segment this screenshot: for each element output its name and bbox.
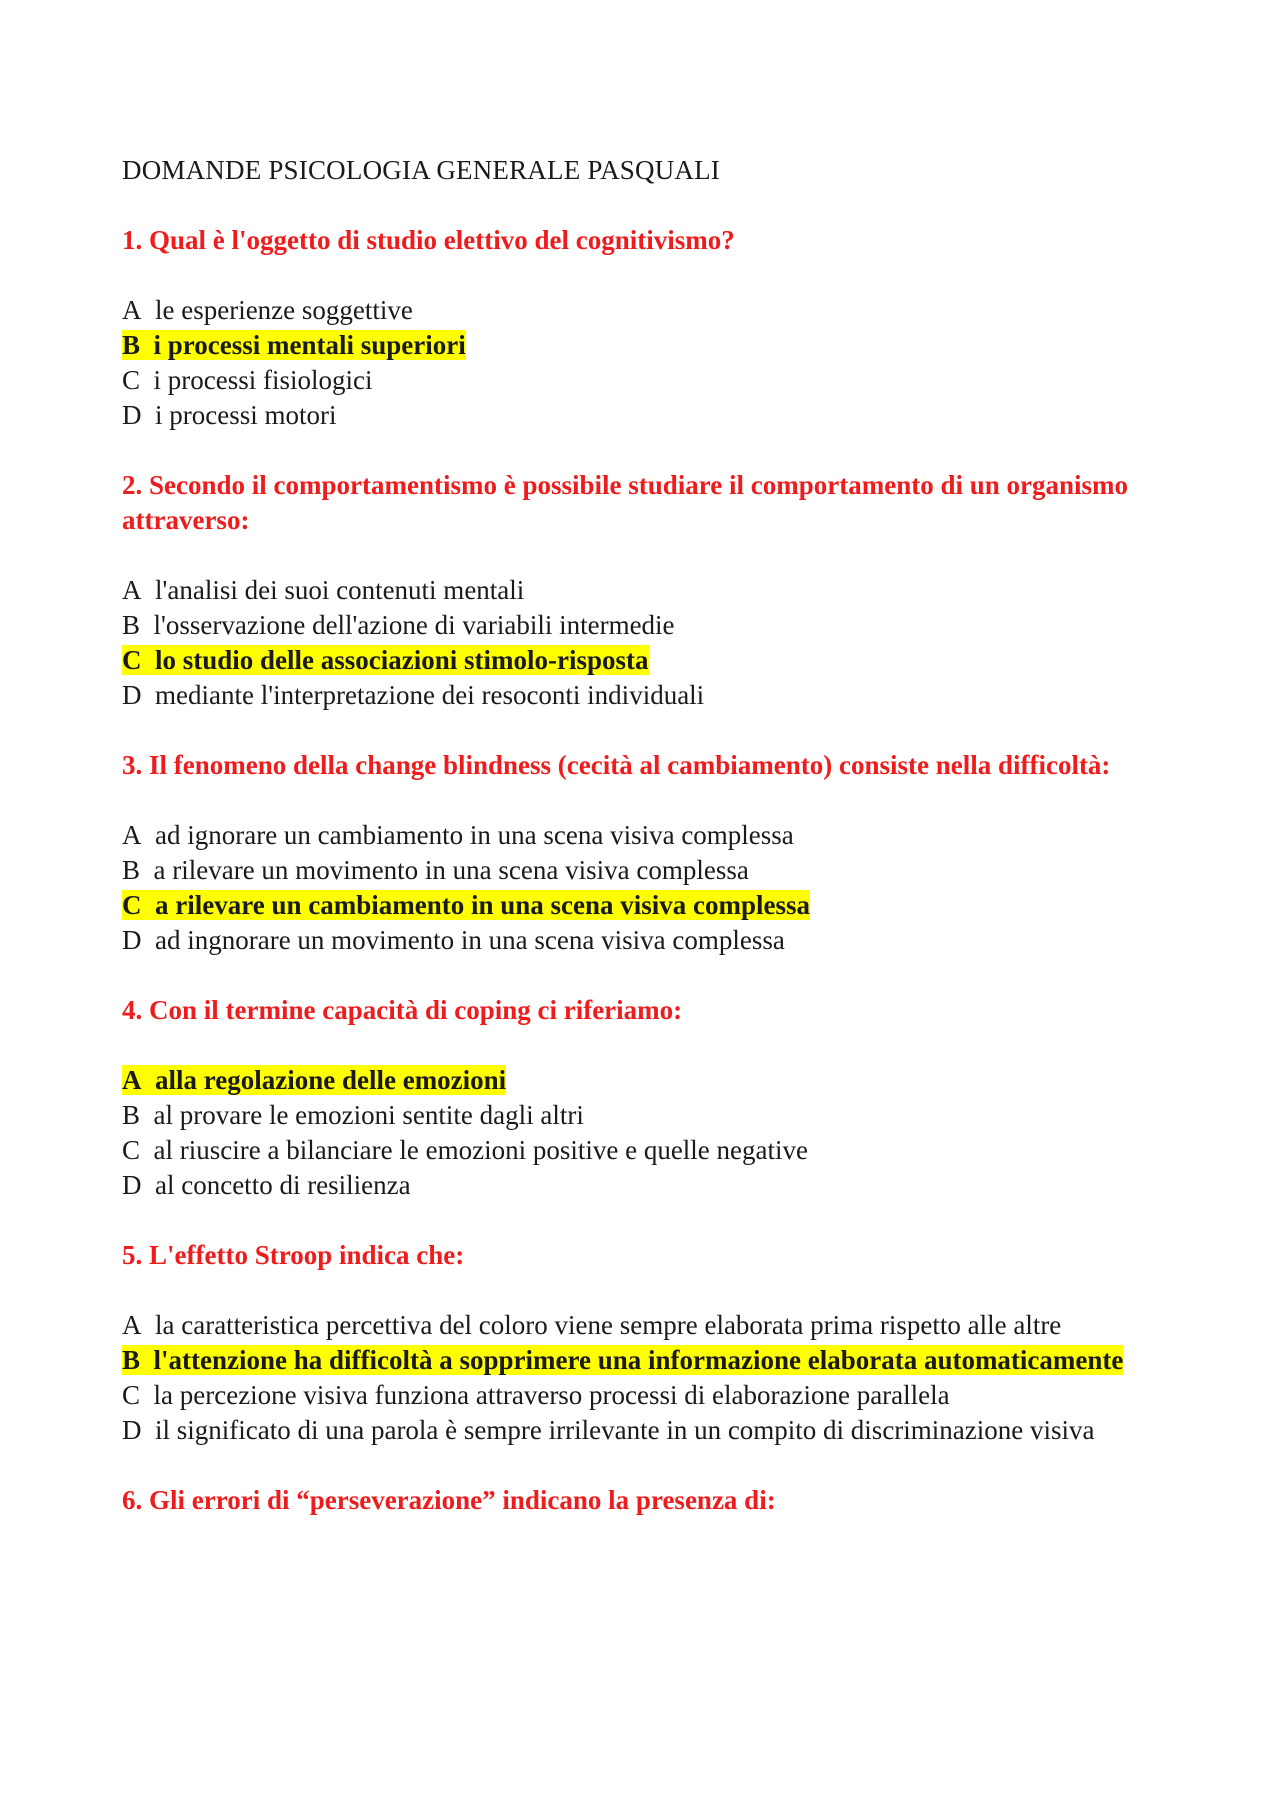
option-letter: A <box>122 1310 142 1340</box>
option-line <box>122 855 749 885</box>
question-text: 6. Gli errori di “perseverazione” indicano la presenza di: <box>122 1485 776 1515</box>
option-text: a rilevare un movimento in una scena visiva complessa <box>153 855 749 885</box>
option-letter: D <box>122 400 142 430</box>
answer-option <box>122 1133 1162 1168</box>
question-block <box>122 223 1162 433</box>
option-line <box>122 1415 1095 1445</box>
option-text: i processi fisiologici <box>153 365 373 395</box>
option-text: i processi motori <box>155 400 337 430</box>
option-text: al provare le emozioni sentite dagli altri <box>153 1100 584 1130</box>
answer-options <box>122 1308 1162 1448</box>
option-letter: D <box>122 1415 142 1445</box>
option-letter: B <box>122 855 141 885</box>
question-text: 2. Secondo il comportamentismo è possibile studiare il comportamento di un organismo attraverso: <box>122 470 1129 535</box>
answer-option <box>122 678 1162 713</box>
option-text: ad ingnorare un movimento in una scena visiva complessa <box>155 925 785 955</box>
option-letter: C <box>122 890 142 920</box>
answer-option <box>122 1168 1162 1203</box>
option-letter: D <box>122 925 142 955</box>
option-letter: A <box>122 575 142 605</box>
document-title: DOMANDE PSICOLOGIA GENERALE PASQUALI <box>122 155 720 185</box>
option-text: l'analisi dei suoi contenuti mentali <box>155 575 525 605</box>
option-text: l'osservazione dell'azione di variabili intermedie <box>153 610 675 640</box>
option-line <box>122 1170 411 1200</box>
question-block <box>122 993 1162 1203</box>
option-letter: A <box>122 820 142 850</box>
answer-option <box>122 853 1162 888</box>
answer-option-correct <box>122 888 1162 923</box>
answer-option <box>122 1378 1162 1413</box>
option-line <box>122 1135 808 1165</box>
option-letter: B <box>122 610 141 640</box>
answer-options <box>122 293 1162 433</box>
option-line <box>122 1380 950 1410</box>
option-line <box>122 1065 506 1095</box>
option-text: a rilevare un cambiamento in una scena visiva complessa <box>155 890 811 920</box>
option-line <box>122 610 675 640</box>
answer-option-correct <box>122 1063 1162 1098</box>
option-line <box>122 925 785 955</box>
question-block <box>122 1483 1162 1518</box>
option-line <box>122 890 810 920</box>
option-line <box>122 645 649 675</box>
answer-option <box>122 608 1162 643</box>
option-line <box>122 820 794 850</box>
answer-option <box>122 1413 1162 1448</box>
option-line <box>122 680 704 710</box>
answer-options <box>122 818 1162 958</box>
option-line <box>122 365 372 395</box>
option-letter: D <box>122 680 142 710</box>
option-line <box>122 1100 584 1130</box>
question-text: 5. L'effetto Stroop indica che: <box>122 1240 465 1270</box>
option-letter: A <box>122 295 142 325</box>
option-line <box>122 1310 1061 1340</box>
answer-option <box>122 363 1162 398</box>
answer-option <box>122 1308 1162 1343</box>
answer-options <box>122 573 1162 713</box>
question-text: 4. Con il termine capacità di coping ci riferiamo: <box>122 995 683 1025</box>
option-line <box>122 1345 1123 1375</box>
answer-option <box>122 1098 1162 1133</box>
option-text: al concetto di resilienza <box>155 1170 411 1200</box>
document-page <box>122 153 1162 1518</box>
option-line <box>122 295 413 325</box>
question-block <box>122 468 1162 713</box>
option-letter: A <box>122 1065 142 1095</box>
answer-option-correct <box>122 643 1162 678</box>
option-line <box>122 330 466 360</box>
answer-options <box>122 1063 1162 1203</box>
option-text: i processi mentali superiori <box>153 330 466 360</box>
option-text: la caratteristica percettiva del coloro viene sempre elaborata prima rispetto alle altre <box>155 1310 1062 1340</box>
option-letter: C <box>122 365 141 395</box>
option-text: ad ignorare un cambiamento in una scena visiva complessa <box>155 820 794 850</box>
option-text: il significato di una parola è sempre irrilevante in un compito di discriminazione visiva <box>155 1415 1095 1445</box>
answer-option <box>122 573 1162 608</box>
answer-option <box>122 818 1162 853</box>
option-line <box>122 575 524 605</box>
option-line <box>122 400 336 430</box>
option-text: lo studio delle associazioni stimolo-risposta <box>155 645 649 675</box>
question-block <box>122 748 1162 958</box>
option-text: mediante l'interpretazione dei resoconti individuali <box>155 680 705 710</box>
option-letter: C <box>122 1380 141 1410</box>
option-letter: C <box>122 1135 141 1165</box>
option-text: le esperienze soggettive <box>155 295 413 325</box>
option-letter: B <box>122 330 141 360</box>
answer-option <box>122 923 1162 958</box>
answer-option <box>122 398 1162 433</box>
option-letter: B <box>122 1345 141 1375</box>
answer-option-correct <box>122 328 1162 363</box>
question-text: 1. Qual è l'oggetto di studio elettivo del cognitivismo? <box>122 225 735 255</box>
question-list <box>122 223 1162 1518</box>
option-text: al riuscire a bilanciare le emozioni positive e quelle negative <box>153 1135 808 1165</box>
question-text: 3. Il fenomeno della change blindness (cecità al cambiamento) consiste nella difficoltà: <box>122 750 1111 780</box>
question-block <box>122 1238 1162 1448</box>
option-letter: C <box>122 645 142 675</box>
option-text: l'attenzione ha difficoltà a sopprimere una informazione elaborata automaticamente <box>153 1345 1124 1375</box>
option-letter: D <box>122 1170 142 1200</box>
answer-option <box>122 293 1162 328</box>
option-letter: B <box>122 1100 141 1130</box>
answer-option-correct <box>122 1343 1162 1378</box>
option-text: alla regolazione delle emozioni <box>155 1065 507 1095</box>
option-text: la percezione visiva funziona attraverso processi di elaborazione parallela <box>153 1380 950 1410</box>
